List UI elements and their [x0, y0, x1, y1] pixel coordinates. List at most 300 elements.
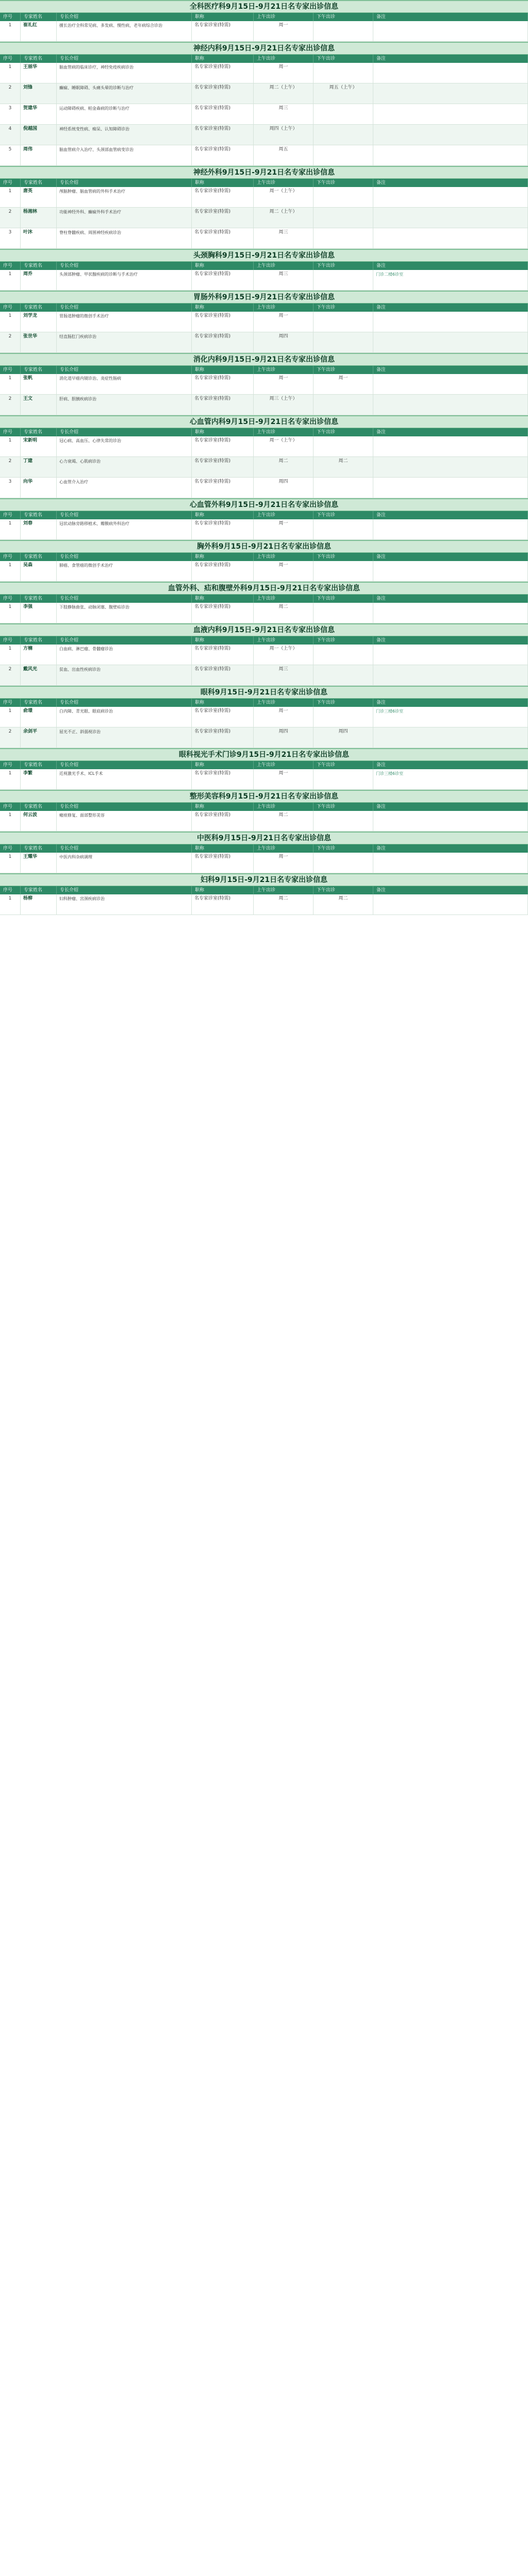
specialty-desc: 消化道早癌内镜诊治、炎症性肠病	[57, 374, 192, 394]
pm-schedule	[314, 519, 373, 539]
row-index: 1	[0, 645, 21, 665]
doctor-name: 王耀华	[21, 853, 57, 873]
specialty-desc: 肝病、胆胰疾病诊治	[57, 395, 192, 415]
table-row	[0, 312, 528, 332]
table-row	[0, 270, 528, 291]
column-header: 备注	[373, 699, 528, 707]
column-header: 备注	[373, 761, 528, 769]
pm-schedule	[314, 665, 373, 685]
row-index: 1	[0, 21, 21, 41]
column-header: 备注	[373, 553, 528, 561]
section-title: 血液内科9月15日-9月21日名专家出诊信息	[0, 623, 528, 636]
clinic-type: 名专家诊室(特需)	[192, 228, 254, 248]
specialty-desc: 神经系统变性病、痴呆、认知障碍诊治	[57, 125, 192, 145]
section-title: 全科医疗科9月15日-9月21日名专家出诊信息	[0, 0, 528, 13]
clinic-type: 名专家诊室(特需)	[192, 811, 254, 831]
am-schedule: 周一	[254, 63, 314, 83]
column-header: 上午出诊	[254, 699, 314, 707]
row-index: 1	[0, 436, 21, 456]
table-row	[0, 478, 528, 498]
column-header: 专长介绍	[57, 428, 192, 436]
table-row	[0, 228, 528, 249]
row-index: 2	[0, 457, 21, 477]
column-header: 序号	[0, 803, 21, 811]
doctor-name: 叶沐	[21, 228, 57, 248]
column-header: 职称	[192, 511, 254, 519]
remark	[373, 603, 528, 623]
column-header: 序号	[0, 13, 21, 21]
am-schedule: 周一	[254, 374, 314, 394]
table-header	[0, 803, 528, 811]
column-header: 下午出诊	[314, 179, 373, 187]
remark	[373, 436, 528, 456]
doctor-name: 丁建	[21, 457, 57, 477]
doctor-name: 崔礼红	[21, 21, 57, 41]
table-header	[0, 844, 528, 853]
doctor-name: 方楠	[21, 645, 57, 665]
column-header: 专家姓名	[21, 699, 57, 707]
clinic-type: 名专家诊室(特需)	[192, 853, 254, 873]
column-header: 序号	[0, 699, 21, 707]
column-header: 下午出诊	[314, 511, 373, 519]
section-title: 头颈胸科9月15日-9月21日名专家出诊信息	[0, 249, 528, 262]
column-header: 下午出诊	[314, 13, 373, 21]
column-header: 备注	[373, 303, 528, 312]
row-index: 1	[0, 811, 21, 831]
column-header: 职称	[192, 886, 254, 894]
column-header: 下午出诊	[314, 699, 373, 707]
column-header: 上午出诊	[254, 844, 314, 853]
doctor-name: 张世华	[21, 332, 57, 352]
department-section	[0, 166, 528, 249]
column-header: 职称	[192, 13, 254, 21]
doctor-name: 倪越国	[21, 125, 57, 145]
clinic-type: 名专家诊室(特需)	[192, 187, 254, 207]
column-header: 备注	[373, 511, 528, 519]
column-header: 备注	[373, 595, 528, 603]
pm-schedule	[314, 145, 373, 165]
table-row	[0, 125, 528, 145]
table-header	[0, 179, 528, 187]
doctor-name: 俞璟	[21, 707, 57, 727]
column-header: 专长介绍	[57, 636, 192, 645]
column-header: 职称	[192, 179, 254, 187]
column-header: 上午出诊	[254, 636, 314, 645]
column-header: 上午出诊	[254, 553, 314, 561]
remark	[373, 395, 528, 415]
row-index: 1	[0, 769, 21, 789]
column-header: 下午出诊	[314, 303, 373, 312]
column-header: 专长介绍	[57, 179, 192, 187]
am-schedule: 周三	[254, 104, 314, 124]
column-header: 下午出诊	[314, 886, 373, 894]
column-header: 上午出诊	[254, 13, 314, 21]
column-header: 备注	[373, 886, 528, 894]
pm-schedule	[314, 478, 373, 498]
table-header	[0, 13, 528, 21]
pm-schedule	[314, 436, 373, 456]
department-section	[0, 873, 528, 915]
section-title: 眼科视光手术门诊9月15日-9月21日名专家出诊信息	[0, 748, 528, 761]
remark	[373, 665, 528, 685]
pm-schedule	[314, 811, 373, 831]
column-header: 专家姓名	[21, 636, 57, 645]
doctor-name: 吴森	[21, 561, 57, 581]
table-row	[0, 727, 528, 748]
specialty-desc: 结直肠肛门疾病诊治	[57, 332, 192, 352]
section-title: 消化内科9月15日-9月21日名专家出诊信息	[0, 353, 528, 366]
doctor-name: 杨湘林	[21, 208, 57, 228]
department-section	[0, 353, 528, 415]
row-index: 3	[0, 104, 21, 124]
table-header	[0, 553, 528, 561]
specialty-desc: 胃肠道肿瘤的微创手术治疗	[57, 312, 192, 332]
table-row	[0, 853, 528, 873]
clinic-type: 名专家诊室(特需)	[192, 125, 254, 145]
remark	[373, 727, 528, 748]
department-section	[0, 498, 528, 540]
section-title: 胸外科9月15日-9月21日名专家出诊信息	[0, 540, 528, 553]
column-header: 上午出诊	[254, 428, 314, 436]
table-row	[0, 769, 528, 790]
clinic-type: 名专家诊室(特需)	[192, 894, 254, 914]
doctor-name: 杨柳	[21, 894, 57, 914]
department-section	[0, 291, 528, 353]
column-header: 专家姓名	[21, 511, 57, 519]
column-header: 序号	[0, 303, 21, 312]
specialty-desc: 心力衰竭、心肌病诊治	[57, 457, 192, 477]
column-header: 专家姓名	[21, 55, 57, 63]
doctor-name: 向华	[21, 478, 57, 498]
clinic-type: 名专家诊室(特需)	[192, 63, 254, 83]
clinic-type: 名专家诊室(特需)	[192, 645, 254, 665]
column-header: 专长介绍	[57, 803, 192, 811]
column-header: 下午出诊	[314, 366, 373, 374]
clinic-type: 名专家诊室(特需)	[192, 436, 254, 456]
remark	[373, 478, 528, 498]
table-header	[0, 699, 528, 707]
pm-schedule: 周一	[314, 374, 373, 394]
table-row	[0, 603, 528, 623]
column-header: 上午出诊	[254, 886, 314, 894]
clinic-type: 名专家诊室(特需)	[192, 145, 254, 165]
pm-schedule	[314, 228, 373, 248]
department-section	[0, 540, 528, 582]
doctor-name: 宋新明	[21, 436, 57, 456]
column-header: 序号	[0, 595, 21, 603]
table-header	[0, 761, 528, 769]
column-header: 序号	[0, 886, 21, 894]
remark	[373, 187, 528, 207]
doctor-name: 唐英	[21, 187, 57, 207]
specialty-desc: 冠心病、高血压、心律失常的诊治	[57, 436, 192, 456]
specialty-desc: 妇科肿瘤、宫颈疾病诊治	[57, 894, 192, 914]
row-index: 1	[0, 603, 21, 623]
am-schedule: 周一	[254, 769, 314, 789]
remark	[373, 332, 528, 352]
column-header: 专家姓名	[21, 803, 57, 811]
department-section	[0, 249, 528, 291]
remark	[373, 645, 528, 665]
column-header: 备注	[373, 428, 528, 436]
department-section	[0, 832, 528, 873]
column-header: 专家姓名	[21, 428, 57, 436]
row-index: 1	[0, 270, 21, 290]
row-index: 1	[0, 312, 21, 332]
column-header: 专长介绍	[57, 886, 192, 894]
column-header: 序号	[0, 844, 21, 853]
column-header: 备注	[373, 13, 528, 21]
remark: 门诊三楼6诊室	[373, 707, 528, 727]
clinic-type: 名专家诊室(特需)	[192, 208, 254, 228]
specialty-desc: 冠状动脉旁路移植术、瓣膜病外科治疗	[57, 519, 192, 539]
am-schedule: 周一（上午）	[254, 436, 314, 456]
clinic-type: 名专家诊室(特需)	[192, 665, 254, 685]
column-header: 专家姓名	[21, 303, 57, 312]
column-header: 序号	[0, 262, 21, 270]
table-row	[0, 519, 528, 540]
row-index: 1	[0, 63, 21, 83]
column-header: 备注	[373, 262, 528, 270]
column-header: 专长介绍	[57, 262, 192, 270]
column-header: 职称	[192, 303, 254, 312]
table-row	[0, 645, 528, 665]
table-row	[0, 665, 528, 686]
doctor-name: 何云波	[21, 811, 57, 831]
column-header: 职称	[192, 553, 254, 561]
row-index: 2	[0, 208, 21, 228]
specialty-desc: 癫痫、睡眠障碍、头痛头晕的诊断与治疗	[57, 83, 192, 104]
clinic-type: 名专家诊室(特需)	[192, 21, 254, 41]
column-header: 职称	[192, 761, 254, 769]
department-section	[0, 582, 528, 623]
department-section	[0, 748, 528, 790]
column-header: 职称	[192, 699, 254, 707]
am-schedule: 周五	[254, 145, 314, 165]
column-header: 下午出诊	[314, 595, 373, 603]
column-header: 职称	[192, 262, 254, 270]
column-header: 上午出诊	[254, 303, 314, 312]
clinic-type: 名专家诊室(特需)	[192, 104, 254, 124]
remark: 门诊三楼6诊室	[373, 769, 528, 789]
column-header: 专家姓名	[21, 553, 57, 561]
table-header	[0, 636, 528, 645]
am-schedule: 周一	[254, 519, 314, 539]
column-header: 序号	[0, 511, 21, 519]
row-index: 1	[0, 707, 21, 727]
doctor-name: 刘学龙	[21, 312, 57, 332]
remark	[373, 811, 528, 831]
table-header	[0, 428, 528, 436]
clinic-type: 名专家诊室(特需)	[192, 83, 254, 104]
clinic-type: 名专家诊室(特需)	[192, 457, 254, 477]
specialty-desc: 贫血、出血性疾病诊治	[57, 665, 192, 685]
row-index: 1	[0, 894, 21, 914]
table-row	[0, 104, 528, 125]
column-header: 职称	[192, 366, 254, 374]
column-header: 专家姓名	[21, 179, 57, 187]
column-header: 专家姓名	[21, 13, 57, 21]
column-header: 专长介绍	[57, 366, 192, 374]
pm-schedule	[314, 21, 373, 41]
column-header: 专长介绍	[57, 55, 192, 63]
table-row	[0, 21, 528, 42]
row-index: 2	[0, 727, 21, 748]
remark	[373, 208, 528, 228]
column-header: 职称	[192, 803, 254, 811]
column-header: 上午出诊	[254, 511, 314, 519]
doctor-name: 刘春	[21, 519, 57, 539]
doctor-name: 李强	[21, 603, 57, 623]
doctor-name: 周伟	[21, 145, 57, 165]
column-header: 上午出诊	[254, 55, 314, 63]
doctor-name: 周乔	[21, 270, 57, 290]
am-schedule: 周二	[254, 603, 314, 623]
am-schedule: 周一（上午）	[254, 187, 314, 207]
row-index: 1	[0, 187, 21, 207]
column-header: 序号	[0, 366, 21, 374]
am-schedule: 周一（上午）	[254, 645, 314, 665]
specialty-desc: 肺癌、食管癌的微创手术治疗	[57, 561, 192, 581]
column-header: 备注	[373, 636, 528, 645]
department-section	[0, 0, 528, 42]
remark	[373, 21, 528, 41]
am-schedule: 周一	[254, 707, 314, 727]
remark	[373, 457, 528, 477]
section-title: 心血管外科9月15日-9月21日名专家出诊信息	[0, 498, 528, 511]
table-header	[0, 303, 528, 312]
row-index: 2	[0, 395, 21, 415]
section-title: 眼科9月15日-9月21日名专家出诊信息	[0, 686, 528, 699]
column-header: 下午出诊	[314, 636, 373, 645]
am-schedule: 周二	[254, 457, 314, 477]
table-header	[0, 886, 528, 894]
row-index: 1	[0, 519, 21, 539]
pm-schedule	[314, 270, 373, 290]
row-index: 1	[0, 561, 21, 581]
am-schedule: 周一	[254, 21, 314, 41]
column-header: 专家姓名	[21, 366, 57, 374]
column-header: 下午出诊	[314, 761, 373, 769]
table-header	[0, 595, 528, 603]
remark	[373, 83, 528, 104]
specialty-desc: 脑血管病介入治疗、头颈部血管病变诊治	[57, 145, 192, 165]
doctor-name: 王文	[21, 395, 57, 415]
section-title: 妇科9月15日-9月21日名专家出诊信息	[0, 873, 528, 886]
specialty-desc: 擅长治疗全科常见病、多发病、慢性病，老年病综合诊治	[57, 21, 192, 41]
column-header: 备注	[373, 366, 528, 374]
clinic-type: 名专家诊室(特需)	[192, 332, 254, 352]
clinic-type: 名专家诊室(特需)	[192, 561, 254, 581]
column-header: 序号	[0, 179, 21, 187]
table-header	[0, 366, 528, 374]
column-header: 专长介绍	[57, 303, 192, 312]
column-header: 下午出诊	[314, 428, 373, 436]
column-header: 下午出诊	[314, 844, 373, 853]
remark	[373, 228, 528, 248]
specialty-desc: 脊柱脊髓疾病、周围神经疾病诊治	[57, 228, 192, 248]
pm-schedule	[314, 332, 373, 352]
column-header: 备注	[373, 844, 528, 853]
section-title: 神经内科9月15日-9月21日名专家出诊信息	[0, 42, 528, 55]
department-section	[0, 686, 528, 748]
column-header: 序号	[0, 761, 21, 769]
column-header: 上午出诊	[254, 595, 314, 603]
specialty-desc: 心血管介入治疗	[57, 478, 192, 498]
column-header: 专长介绍	[57, 699, 192, 707]
table-header	[0, 55, 528, 63]
column-header: 备注	[373, 803, 528, 811]
table-row	[0, 83, 528, 104]
table-row	[0, 707, 528, 727]
specialty-desc: 功能神经外科、癫痫外科手术治疗	[57, 208, 192, 228]
specialty-desc: 中医内科杂病调理	[57, 853, 192, 873]
table-row	[0, 374, 528, 395]
table-header	[0, 262, 528, 270]
table-row	[0, 811, 528, 832]
column-header: 专家姓名	[21, 844, 57, 853]
doctor-name: 刘锋	[21, 83, 57, 104]
pm-schedule	[314, 395, 373, 415]
column-header: 专长介绍	[57, 761, 192, 769]
doctor-name: 余剑平	[21, 727, 57, 748]
section-title: 血管外科、疝和腹壁外科9月15日-9月21日名专家出诊信息	[0, 582, 528, 595]
column-header: 专长介绍	[57, 595, 192, 603]
specialty-desc: 瘢痕修复、面部整形美容	[57, 811, 192, 831]
row-index: 2	[0, 332, 21, 352]
remark	[373, 561, 528, 581]
am-schedule: 周四	[254, 727, 314, 748]
column-header: 职称	[192, 428, 254, 436]
section-title: 整形美容科9月15日-9月21日名专家出诊信息	[0, 790, 528, 803]
column-header: 下午出诊	[314, 262, 373, 270]
doctor-name: 李繁	[21, 769, 57, 789]
am-schedule: 周三	[254, 228, 314, 248]
section-title: 胃肠外科9月15日-9月21日名专家出诊信息	[0, 291, 528, 303]
section-title: 神经外科9月15日-9月21日名专家出诊信息	[0, 166, 528, 179]
specialty-desc: 头颈部肿瘤、甲状腺疾病的诊断与手术治疗	[57, 270, 192, 290]
column-header: 专长介绍	[57, 844, 192, 853]
specialty-desc: 颅脑肿瘤、脑血管病的外科手术治疗	[57, 187, 192, 207]
clinic-type: 名专家诊室(特需)	[192, 707, 254, 727]
table-row	[0, 187, 528, 208]
pm-schedule: 周二	[314, 457, 373, 477]
row-index: 4	[0, 125, 21, 145]
clinic-type: 名专家诊室(特需)	[192, 312, 254, 332]
pm-schedule	[314, 707, 373, 727]
column-header: 下午出诊	[314, 803, 373, 811]
table-row	[0, 395, 528, 415]
table-row	[0, 561, 528, 582]
department-section	[0, 42, 528, 166]
section-title: 心血管内科9月15日-9月21日名专家出诊信息	[0, 415, 528, 428]
specialty-desc: 白内障、青光眼、眼底病诊治	[57, 707, 192, 727]
column-header: 专家姓名	[21, 761, 57, 769]
remark	[373, 63, 528, 83]
column-header: 上午出诊	[254, 262, 314, 270]
pm-schedule	[314, 312, 373, 332]
specialty-desc: 脑血管病的临床诊疗，神经免疫疾病诊治	[57, 63, 192, 83]
am-schedule: 周二（上午）	[254, 83, 314, 104]
column-header: 备注	[373, 55, 528, 63]
clinic-type: 名专家诊室(特需)	[192, 270, 254, 290]
clinic-type: 名专家诊室(特需)	[192, 478, 254, 498]
remark	[373, 145, 528, 165]
column-header: 专长介绍	[57, 511, 192, 519]
pm-schedule	[314, 104, 373, 124]
row-index: 2	[0, 83, 21, 104]
am-schedule: 周三（上午）	[254, 395, 314, 415]
